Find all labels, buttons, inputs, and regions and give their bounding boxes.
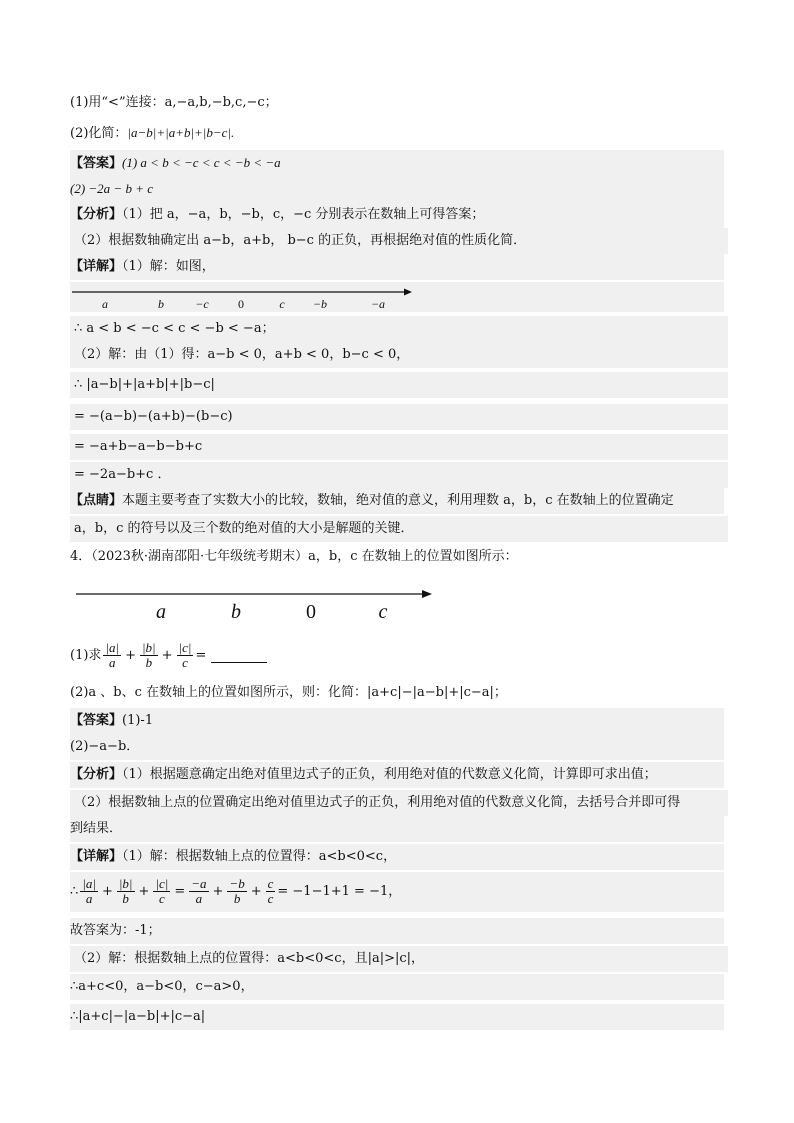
q3-answer-1: (1) a < b < −c < c < −b < −a — [122, 155, 281, 170]
axis-arrow — [422, 590, 432, 598]
number-line-label: c — [279, 297, 285, 311]
number-line-label: c — [378, 601, 388, 623]
q4-part1-equals: = — [195, 648, 207, 663]
fraction — [189, 877, 208, 906]
q3-answer-line-2 — [70, 176, 724, 202]
q4-analysis-line-1 — [70, 762, 724, 788]
analysis-tag: 【分析】 — [70, 207, 123, 222]
q4-fraction-sum — [101, 640, 195, 670]
operator: + — [101, 884, 113, 899]
fraction-denominator: a — [85, 891, 93, 906]
fraction-denominator: b — [145, 655, 153, 670]
fraction-numerator: |b| — [141, 640, 156, 655]
q3-detail-6: = −a+b−a−b−b+c — [70, 434, 728, 460]
q3-comment-2: a，b，c 的符号以及三个数的绝对值的大小是解题的关键． — [70, 516, 728, 542]
q3-comment-1: 本题主要考查了实数大小的比较，数轴，绝对值的意义，利用理数 a，b，c 在数轴上的位置确定 — [122, 493, 674, 508]
q4-part1 — [70, 636, 724, 676]
q4-number-line-row — [70, 582, 724, 626]
fraction-numerator: |a| — [82, 876, 96, 891]
q3-part2-expr: |a−b|+|a+b|+|b−c|. — [127, 125, 235, 140]
operator: + — [161, 648, 173, 663]
q3-analysis-line-1 — [70, 202, 724, 228]
q3-analysis-2: （2）根据数轴确定出 a−b，a+b， b−c 的正负，再根据绝对值的性质化简． — [70, 228, 728, 254]
q4-answer-2: (2)−a−b． — [70, 734, 724, 760]
q4-detail-2-prefix: ∴ — [70, 884, 79, 899]
fraction-numerator: c — [267, 876, 274, 891]
q3-answer-2: (2) −2a − b + c — [70, 181, 153, 196]
number-line-label: b — [158, 297, 164, 311]
q4-answer-line-1 — [70, 708, 724, 734]
q4-analysis-1: （1）根据题意确定出绝对值里边式子的正负，利用绝对值的代数意义化简，计算即可求出值； — [122, 767, 657, 782]
fraction-denominator: c — [158, 891, 165, 906]
comment-tag: 【点睛】 — [70, 493, 123, 508]
fraction-denominator: c — [267, 891, 274, 906]
q4-detail-line-1 — [70, 844, 724, 870]
fraction-numerator: |c| — [178, 640, 192, 655]
number-line-label: b — [231, 601, 241, 623]
operator: + — [125, 648, 136, 663]
detail-tag: 【详解】 — [70, 849, 123, 864]
q3-detail-4: ∴ |a−b|+|a+b|+|b−c| — [70, 372, 728, 398]
q4-title: 4．（2023秋·湖南邵阳·七年级统考期末）a，b，c 在数轴上的位置如图所示： — [70, 549, 518, 564]
q4-detail-1: （1）解：根据数轴上点的位置得：a<b<0<c， — [122, 849, 397, 864]
fraction-numerator: −b — [229, 876, 245, 891]
q4-detail-fraction-sum — [78, 876, 277, 906]
q4-detail-2-result: = −1−1+1 = −1， — [277, 884, 402, 899]
q3-part2-prefix: (2)化简： — [70, 126, 128, 141]
q3-part1: (1)用“<”连接：a,−a,b,−b,c,−c； — [70, 95, 278, 110]
q4-number-line — [70, 582, 724, 626]
q3-detail-2: ∴ a < b < −c < c < −b < −a； — [70, 316, 728, 342]
fraction — [266, 877, 276, 906]
fraction-denominator: a — [109, 655, 116, 670]
fraction-numerator: |a| — [105, 640, 120, 655]
q4-analysis-3: 到结果． — [70, 816, 724, 842]
fraction-denominator: b — [233, 891, 241, 906]
fraction-denominator: c — [182, 655, 188, 670]
q4-detail-3: 故答案为：-1； — [70, 918, 724, 944]
fraction — [140, 641, 158, 670]
q4-detail-2 — [70, 872, 724, 912]
q4-detail-6: ∴|a+c|−|a−b|+|c−a| — [70, 1004, 724, 1030]
number-line-label: −b — [312, 297, 328, 311]
q3-part2 — [70, 120, 724, 146]
answer-tag: 【答案】 — [70, 713, 123, 728]
q3-number-line-row — [70, 282, 724, 312]
operator: + — [250, 884, 262, 899]
fraction — [103, 641, 121, 670]
fraction — [80, 877, 98, 906]
q4-answer-1: (1)-1 — [122, 713, 154, 728]
q3-number-line — [70, 282, 724, 312]
q4-part2: (2)a 、b、c 在数轴上的位置如图所示，则：化简：|a+c|−|a−b|+|c−a|； — [70, 685, 507, 700]
number-line-label: a — [156, 601, 166, 623]
q3-detail-line-1 — [70, 254, 724, 280]
analysis-tag: 【分析】 — [70, 767, 123, 782]
operator: = — [174, 884, 186, 899]
operator: + — [212, 884, 224, 899]
q4-analysis-2: （2）根据数轴上点的位置确定出绝对值里边式子的正负，利用绝对值的代数意义化简，去括号合并即可得 — [70, 790, 728, 816]
q4-detail-5: ∴a+c<0，a−b<0，c−a>0， — [70, 974, 724, 1000]
fraction — [177, 641, 194, 670]
q3-detail-1: （1）解：如图， — [122, 259, 215, 274]
answer-blank — [211, 648, 267, 663]
q3-detail-5: = −(a−b)−(a+b)−(b−c) — [70, 404, 728, 430]
fraction-numerator: |c| — [155, 876, 169, 891]
fraction — [227, 877, 246, 906]
detail-tag: 【详解】 — [70, 259, 123, 274]
fraction-denominator: a — [195, 891, 203, 906]
operator: + — [138, 884, 150, 899]
number-line-label: 0 — [306, 601, 316, 623]
q4-detail-4: （2）解：根据数轴上点的位置得：a<b<0<c，且|a|>|c|， — [70, 946, 728, 972]
number-line-label: 0 — [238, 297, 244, 311]
number-line-label: −a — [370, 297, 386, 311]
fraction-numerator: −a — [191, 876, 207, 891]
answer-tag: 【答案】 — [70, 156, 123, 171]
q3-detail-3: （2）解：由（1）得：a−b < 0，a+b < 0，b−c < 0， — [70, 342, 728, 368]
q3-comment-line-1 — [70, 488, 724, 514]
q3-analysis-1: （1）把 a，−a，b，−b，c，−c 分别表示在数轴上可得答案； — [122, 207, 485, 222]
number-line-label: a — [102, 297, 108, 311]
fraction — [117, 877, 135, 906]
fraction — [153, 877, 170, 906]
q4-part1-prefix: (1)求 — [70, 648, 102, 663]
q3-detail-7: = −2a−b+c ． — [70, 462, 728, 488]
fraction-numerator: |b| — [118, 876, 133, 891]
q3-answer-line-1 — [70, 150, 724, 176]
axis-arrow — [404, 289, 412, 296]
number-line-label: −c — [195, 297, 209, 311]
fraction-denominator: b — [122, 891, 129, 906]
